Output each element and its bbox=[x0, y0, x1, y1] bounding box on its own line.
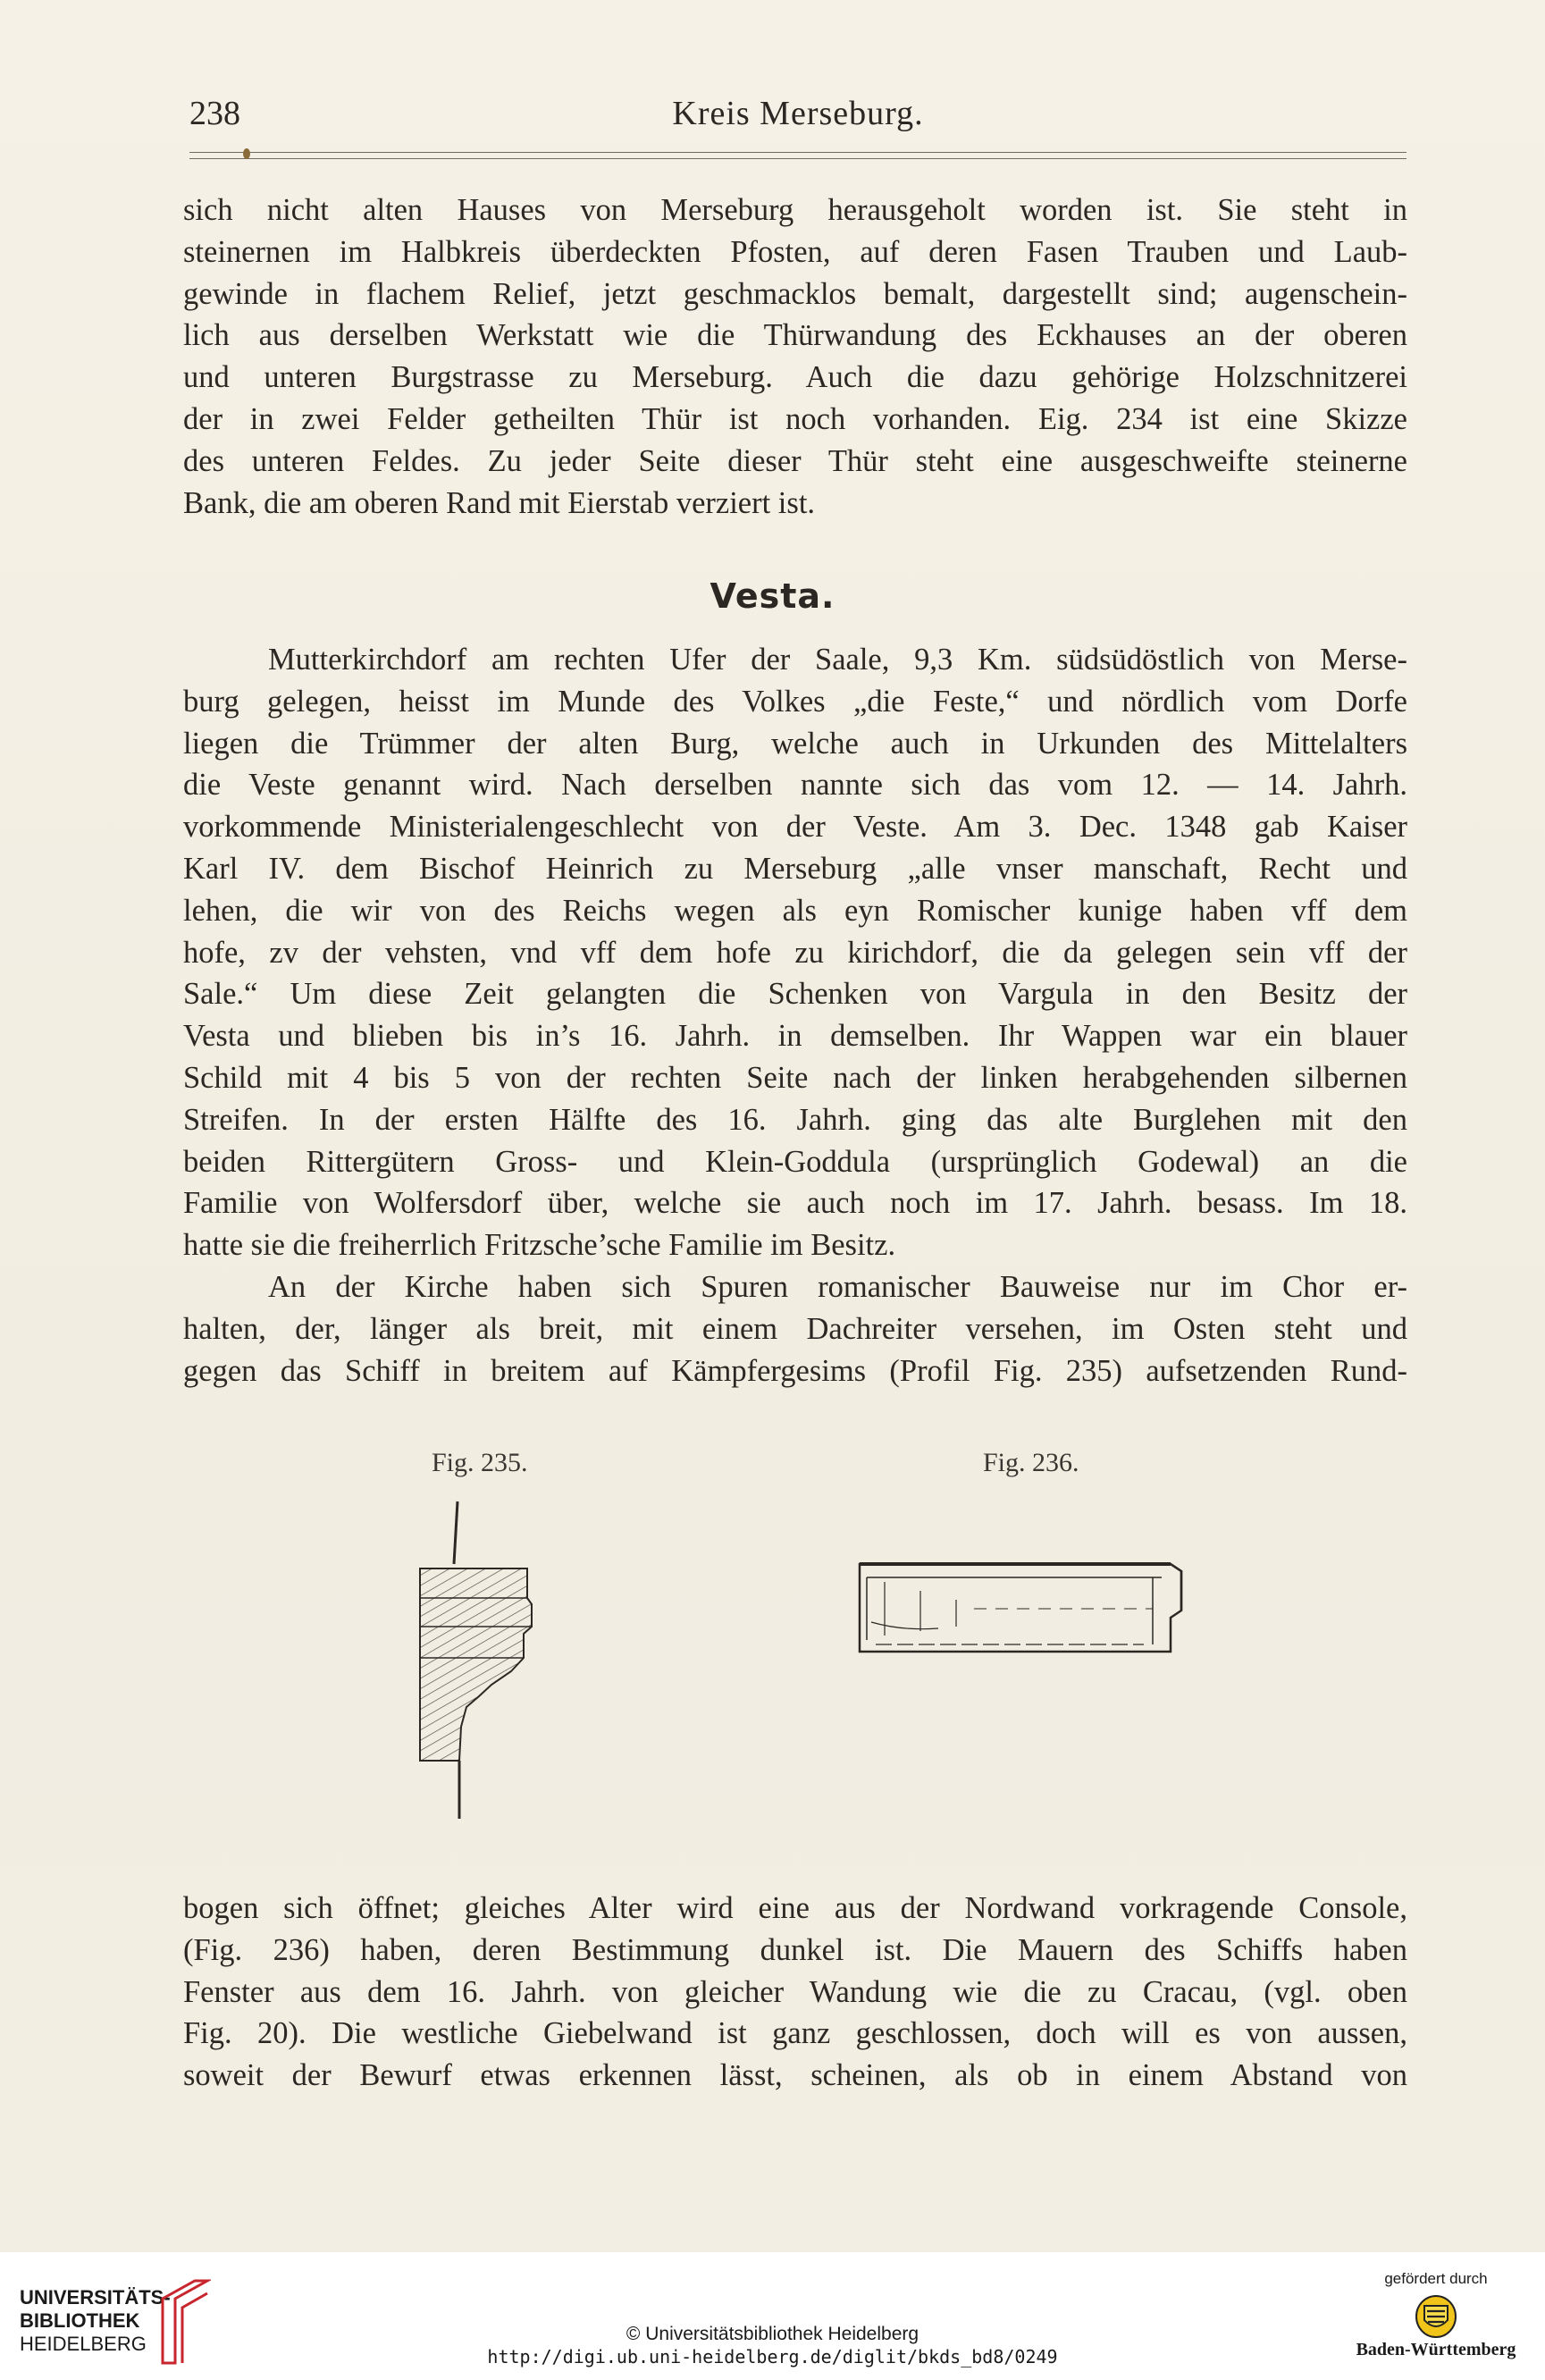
library-name-line: UNIVERSITÄTS- bbox=[20, 2286, 171, 2309]
text-line: Streifen. In der ersten Hälfte des 16. Jahrh. ging das alte Burglehen mit den bbox=[183, 1102, 1407, 1137]
text-line: Fenster aus dem 16. Jahrh. von gleicher Wandung wie die zu Cracau, (vgl. oben bbox=[183, 1974, 1407, 2009]
running-head bbox=[189, 94, 1406, 147]
text-line: sich nicht alten Hauses von Merseburg herausgeholt worden ist. Sie steht in bbox=[183, 193, 1407, 227]
text-line: gewinde in flachem Relief, jetzt geschmacklos bemalt, dargestellt sind; augenschein- bbox=[183, 276, 1407, 311]
text-line: Schild mit 4 bis 5 von der rechten Seite nach der linken herabgehenden silbernen bbox=[183, 1060, 1407, 1095]
figure-235-caption: Fig. 235. bbox=[432, 1448, 528, 1477]
paragraph-1 bbox=[183, 189, 1407, 524]
figure-235-profile-drawing bbox=[402, 1493, 545, 1832]
text-line: Mutterkirchdorf am rechten Ufer der Saale, 9,3 Km. südsüdöstlich von Merse- bbox=[268, 643, 1407, 677]
paragraph-4 bbox=[183, 1888, 1407, 2097]
text-line: beiden Rittergütern Gross- und Klein-Goddula (ursprünglich Godewal) an die bbox=[183, 1144, 1407, 1179]
text-line: Sale.“ Um diese Zeit gelangten die Schenken von Vargula in den Besitz der bbox=[183, 977, 1407, 1012]
text-line: des unteren Feldes. Zu jeder Seite dieser Thür steht eine ausgeschweifte steinerne bbox=[183, 443, 1407, 478]
text-line: hofe, zv der vehsten, vnd vff dem hofe zu kirichdorf, die da gelegen sein vff der bbox=[183, 935, 1407, 970]
text-line: und unteren Burgstrasse zu Merseburg. Auch die dazu gehörige Holzschnitzerei bbox=[183, 360, 1407, 395]
text-line: (Fig. 236) haben, deren Bestimmung dunkel ist. Die Mauern des Schiffs haben bbox=[183, 1932, 1407, 1967]
paragraph-3 bbox=[183, 1266, 1407, 1392]
figure-236-console-drawing bbox=[849, 1546, 1188, 1689]
running-title: Kreis Merseburg. bbox=[672, 95, 924, 132]
text-line: bogen sich öffnet; gleiches Alter wird eine aus der Nordwand vorkragende Console, bbox=[183, 1891, 1407, 1925]
text-line: gegen das Schiff in breitem auf Kämpfergesims (Profil Fig. 235) aufsetzenden Rund- bbox=[183, 1353, 1407, 1388]
header-rule bbox=[189, 152, 1406, 159]
text-line: lich aus derselben Werkstatt wie die Thürwandung des Eckhauses an der oberen bbox=[183, 318, 1407, 353]
sponsor-block bbox=[1356, 2270, 1516, 2360]
page-number: 238 bbox=[189, 95, 240, 132]
text-line: lehen, die wir von des Reichs wegen als eyn Romischer kunige haben vff dem bbox=[183, 893, 1407, 928]
library-name-line: HEIDELBERG bbox=[20, 2333, 147, 2355]
section-heading: Vesta. bbox=[710, 576, 835, 616]
text-line: hatte sie die freiherrlich Fritzsche’sche Familie im Besitz. bbox=[183, 1228, 896, 1263]
footer-bar bbox=[0, 2252, 1545, 2380]
ink-blot bbox=[243, 148, 250, 159]
text-line: Vesta und blieben bis in’s 16. Jahrh. in demselben. Ihr Wappen war ein blauer bbox=[183, 1019, 1407, 1054]
text-line: An der Kirche haben sich Spuren romanischer Bauweise nur im Chor er- bbox=[268, 1270, 1407, 1304]
paragraph-2 bbox=[183, 639, 1407, 1266]
text-line: halten, der, länger als breit, mit einem Dachreiter versehen, im Osten steht und bbox=[183, 1311, 1407, 1346]
text-line: der in zwei Felder getheilten Thür ist noch vorhanden. Eig. 234 ist eine Skizze bbox=[183, 401, 1407, 436]
sponsor-name: Baden-Württemberg bbox=[1356, 2340, 1516, 2359]
text-line: Fig. 20). Die westliche Giebelwand ist ganz geschlossen, doch will es von aussen, bbox=[183, 2016, 1407, 2051]
text-line: liegen die Trümmer der alten Burg, welche auch in Urkunden des Mittelalters bbox=[183, 726, 1407, 761]
figure-236-caption: Fig. 236. bbox=[983, 1448, 1079, 1477]
text-line: steinernen im Halbkreis überdeckten Pfosten, auf deren Fasen Trauben und Laub- bbox=[183, 234, 1407, 269]
coat-of-arms-icon bbox=[1414, 2293, 1458, 2340]
text-line: vorkommende Ministerialengeschlecht von der Veste. Am 3. Dec. 1348 gab Kaiser bbox=[183, 810, 1407, 845]
permalink[interactable]: http://digi.ub.uni-heidelberg.de/diglit/bkds_bd8/0249 bbox=[487, 2346, 1058, 2367]
library-name-line: BIBLIOTHEK bbox=[20, 2309, 140, 2332]
text-line: Bank, die am oberen Rand mit Eierstab verziert ist. bbox=[183, 485, 816, 520]
text-line: burg gelegen, heisst im Munde des Volkes „die Feste,“ und nördlich vom Dorfe bbox=[183, 684, 1407, 719]
sponsor-label: gefördert durch bbox=[1384, 2270, 1488, 2287]
text-line: soweit der Bewurf etwas erkennen lässt, scheinen, als ob in einem Abstand von bbox=[183, 2058, 1407, 2093]
copyright-notice: © Universitätsbibliothek Heidelberg bbox=[626, 2324, 919, 2344]
text-line: Karl IV. dem Bischof Heinrich zu Merseburg „alle vnser manschaft, Recht und bbox=[183, 851, 1407, 886]
text-line: die Veste genannt wird. Nach derselben nannte sich das vom 12. — 14. Jahrh. bbox=[183, 768, 1407, 803]
text-line: Familie von Wolfersdorf über, welche sie auch noch im 17. Jahrh. besass. Im 18. bbox=[183, 1186, 1407, 1221]
